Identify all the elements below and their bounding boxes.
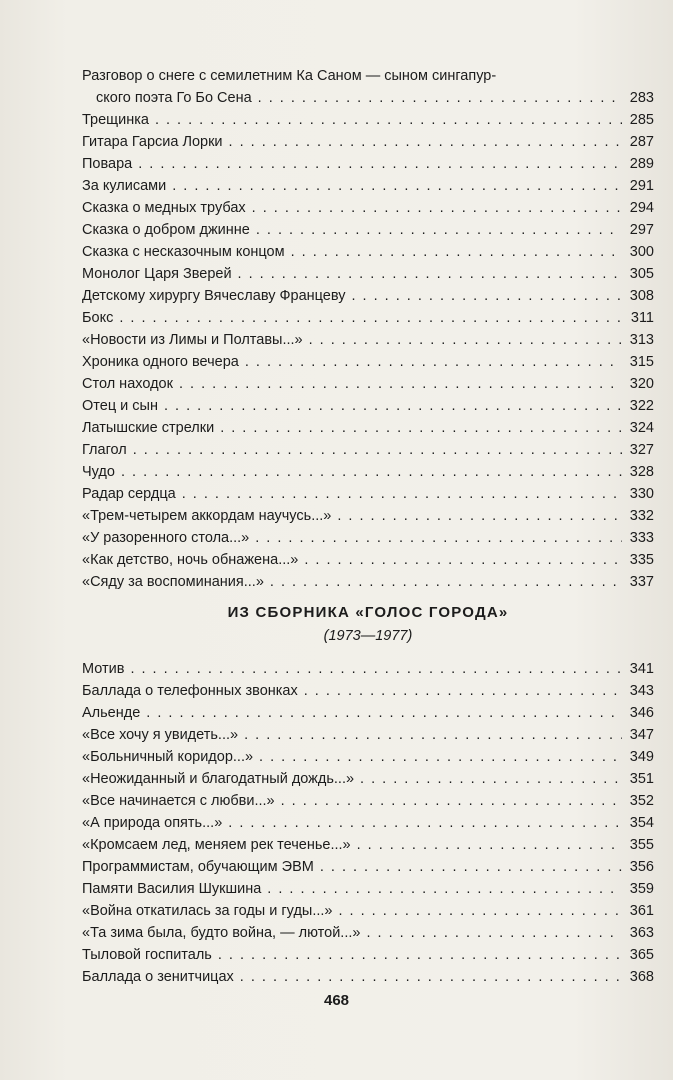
dot-leader <box>218 944 622 966</box>
dot-leader <box>270 571 622 593</box>
toc-entry <box>82 768 654 790</box>
toc-entry-title: Радар сердца <box>82 486 176 502</box>
toc-entry <box>82 219 654 241</box>
toc-entry-title: «У разоренного стола...» <box>82 530 250 546</box>
toc-entry-page: 346 <box>629 705 654 721</box>
toc-entry-title: Детскому хирургу Вячеславу Францеву <box>82 288 346 304</box>
dot-leader <box>352 285 623 307</box>
toc-entry-page: 315 <box>629 354 654 370</box>
toc-entry-title: «Все начинается с любви...» <box>82 793 275 809</box>
toc-entry <box>82 439 654 461</box>
toc-entry <box>82 373 654 395</box>
toc-entry-page: 332 <box>629 508 654 524</box>
toc-entry-page: 355 <box>629 837 654 853</box>
toc-entry <box>82 834 654 856</box>
toc-entry-title: Баллада о зенитчицах <box>82 969 234 985</box>
toc-entry-title: За кулисами <box>82 178 167 194</box>
toc-entry <box>82 131 654 153</box>
toc-entry-title: «Как детство, ночь обнажена...» <box>82 552 299 568</box>
toc-entry <box>82 241 654 263</box>
toc-entry-page: 285 <box>629 112 654 128</box>
toc-entry <box>82 812 654 834</box>
toc-entry-title: Баллада о телефонных звонках <box>82 683 298 699</box>
toc-entry-title: «Трем-четырем аккордам научусь...» <box>82 508 332 524</box>
toc-entry-page: 283 <box>629 90 654 106</box>
section-years: (1973—1977) <box>323 628 413 644</box>
dot-leader <box>244 724 622 746</box>
toc-entry-page: 359 <box>629 881 654 897</box>
toc-entry <box>82 109 654 131</box>
toc-entry <box>82 658 654 680</box>
toc-entry-title: Хроника одного вечера <box>82 354 239 370</box>
toc-entry-title: Чудо <box>82 464 115 480</box>
toc-entry-page: 354 <box>629 815 654 831</box>
toc-entry-title: Бокс <box>82 310 114 326</box>
dot-leader <box>119 307 622 329</box>
toc-entry-page: 327 <box>629 442 654 458</box>
toc-entry <box>82 527 654 549</box>
dot-leader <box>291 241 622 263</box>
dot-leader <box>155 109 622 131</box>
toc-entry <box>82 65 654 87</box>
dot-leader <box>164 395 622 417</box>
toc-entry-title: Монолог Царя Зверей <box>82 266 232 282</box>
dot-leader <box>304 549 622 571</box>
toc-entry-page: 330 <box>629 486 654 502</box>
dot-leader <box>338 900 622 922</box>
toc-entry <box>82 680 654 702</box>
toc-entry-title: «Та зима была, будто война, — лютой...» <box>82 925 361 941</box>
dot-leader <box>267 878 622 900</box>
dot-leader <box>229 131 622 153</box>
toc-entry-page: 322 <box>629 398 654 414</box>
toc-entry <box>82 483 654 505</box>
toc-entry <box>82 746 654 768</box>
toc-entry-page: 356 <box>629 859 654 875</box>
dot-leader <box>133 439 622 461</box>
dot-leader <box>121 461 622 483</box>
toc-entry <box>82 571 654 593</box>
toc-entry <box>82 724 654 746</box>
toc-entry-title: Разговор о снеге с семилетним Ка Саном — сыном сингапур- <box>82 68 497 84</box>
toc-entry <box>82 285 654 307</box>
toc-entry-page: 305 <box>629 266 654 282</box>
dot-leader <box>220 417 622 439</box>
dot-leader <box>228 812 622 834</box>
toc-entry-title: Памяти Василия Шукшина <box>82 881 262 897</box>
dot-leader <box>138 153 622 175</box>
toc-entry-title: Повара <box>82 156 133 172</box>
dot-leader <box>172 175 622 197</box>
contents-list-section-2 <box>82 658 654 988</box>
toc-entry-page: 297 <box>629 222 654 238</box>
toc-entry-title: Стол находок <box>82 376 173 392</box>
toc-entry-page: 311 <box>630 310 654 326</box>
dot-leader <box>130 658 622 680</box>
toc-entry <box>82 329 654 351</box>
dot-leader <box>309 329 622 351</box>
toc-entry-page: 308 <box>629 288 654 304</box>
dot-leader <box>366 922 622 944</box>
dot-leader <box>357 834 622 856</box>
toc-entry <box>82 263 654 285</box>
toc-entry-page: 294 <box>629 200 654 216</box>
toc-entry-title: Сказка о добром джинне <box>82 222 250 238</box>
toc-entry-page: 343 <box>629 683 654 699</box>
section-heading: ИЗ СБОРНИКА «ГОЛОС ГОРОДА» <box>227 604 509 621</box>
toc-entry-page: 341 <box>629 661 654 677</box>
toc-entry-title: Глагол <box>82 442 127 458</box>
dot-leader <box>252 197 622 219</box>
dot-leader <box>304 680 622 702</box>
toc-entry-title: «Все хочу я увидеть...» <box>82 727 239 743</box>
toc-entry-title: Программистам, обучающим ЭВМ <box>82 859 314 875</box>
page-number: 468 <box>323 992 350 1009</box>
toc-entry-page: 347 <box>629 727 654 743</box>
toc-entry <box>82 461 654 483</box>
dot-leader <box>146 702 622 724</box>
toc-entry-page: 335 <box>629 552 654 568</box>
dot-leader <box>179 373 622 395</box>
toc-entry-page: 289 <box>629 156 654 172</box>
toc-entry <box>82 417 654 439</box>
contents-list-section-1 <box>82 65 654 593</box>
toc-entry-page: 333 <box>629 530 654 546</box>
toc-entry-title: «А природа опять...» <box>82 815 223 831</box>
toc-entry-title: «Больничный коридор...» <box>82 749 254 765</box>
toc-entry-page: 363 <box>629 925 654 941</box>
toc-entry <box>82 175 654 197</box>
dot-leader <box>320 856 622 878</box>
toc-entry-title: «Сяду за воспоминания...» <box>82 574 264 590</box>
toc-entry-title: «Война откатилась за годы и гуды...» <box>82 903 333 919</box>
toc-entry-page: 352 <box>629 793 654 809</box>
dot-leader <box>259 746 622 768</box>
toc-entry <box>82 702 654 724</box>
dot-leader <box>255 527 622 549</box>
toc-entry-title: ского поэта Го Бо Сена <box>96 90 252 106</box>
dot-leader <box>256 219 622 241</box>
toc-entry-title: Трещинка <box>82 112 149 128</box>
toc-entry <box>82 351 654 373</box>
toc-entry <box>82 87 654 109</box>
toc-entry <box>82 790 654 812</box>
toc-entry-title: Тыловой госпиталь <box>82 947 212 963</box>
toc-entry-title: Мотив <box>82 661 125 677</box>
toc-entry <box>82 307 654 329</box>
toc-entry-page: 320 <box>629 376 654 392</box>
dot-leader <box>360 768 622 790</box>
toc-entry-page: 361 <box>629 903 654 919</box>
toc-entry-page: 324 <box>629 420 654 436</box>
toc-entry-page: 365 <box>629 947 654 963</box>
toc-entry-title: Отец и сын <box>82 398 158 414</box>
toc-entry-page: 300 <box>629 244 654 260</box>
toc-entry-page: 328 <box>629 464 654 480</box>
dot-leader <box>182 483 622 505</box>
toc-entry-page: 337 <box>629 574 654 590</box>
toc-entry-page: 313 <box>629 332 654 348</box>
toc-entry-page: 349 <box>629 749 654 765</box>
toc-entry <box>82 505 654 527</box>
dot-leader <box>245 351 622 373</box>
toc-entry <box>82 549 654 571</box>
toc-entry-title: «Кромсаем лед, меняем рек теченье...» <box>82 837 351 853</box>
toc-entry-title: Гитара Гарсиа Лорки <box>82 134 223 150</box>
dot-leader <box>281 790 622 812</box>
toc-entry-page: 351 <box>629 771 654 787</box>
toc-entry-title: Сказка с несказочным концом <box>82 244 285 260</box>
toc-entry-page: 368 <box>629 969 654 985</box>
toc-entry <box>82 966 654 988</box>
dot-leader <box>240 966 622 988</box>
toc-entry-page: 291 <box>629 178 654 194</box>
toc-entry-title: «Неожиданный и благодатный дождь...» <box>82 771 355 787</box>
toc-entry-title: Латышские стрелки <box>82 420 215 436</box>
toc-entry <box>82 922 654 944</box>
toc-entry <box>82 856 654 878</box>
dot-leader <box>258 87 622 109</box>
toc-entry-title: Альенде <box>82 705 141 721</box>
toc-entry <box>82 153 654 175</box>
toc-entry <box>82 395 654 417</box>
toc-entry-title: «Новости из Лимы и Полтавы...» <box>82 332 303 348</box>
dot-leader <box>337 505 622 527</box>
toc-entry <box>82 900 654 922</box>
toc-entry <box>82 197 654 219</box>
toc-entry <box>82 944 654 966</box>
toc-entry-title: Сказка о медных трубах <box>82 200 246 216</box>
toc-entry <box>82 878 654 900</box>
toc-entry-page: 287 <box>629 134 654 150</box>
dot-leader <box>238 263 622 285</box>
